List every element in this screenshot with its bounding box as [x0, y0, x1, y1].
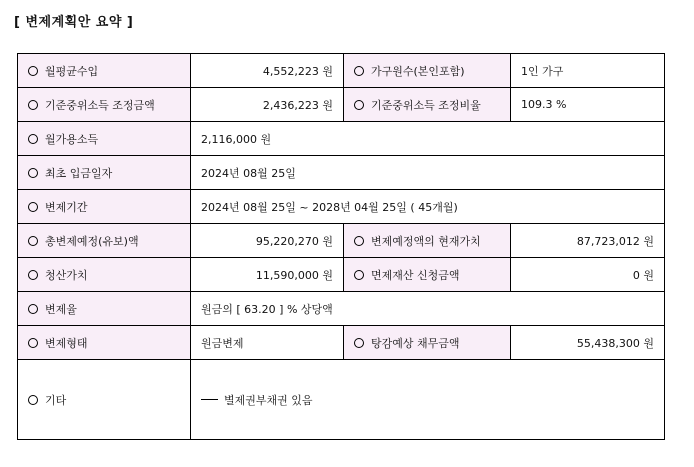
row-label: 청산가치 — [18, 258, 191, 292]
row-label: 기준중위소득 조정금액 — [18, 88, 191, 122]
row-value: 원금의 [ 63.20 ] % 상당액 — [191, 292, 665, 326]
circle-icon — [28, 100, 38, 110]
circle-icon — [28, 134, 38, 144]
row-label: 면제재산 신청금액 — [344, 258, 511, 292]
row-label: 변제예정액의 현재가치 — [344, 224, 511, 258]
row-label: 최초 입금일자 — [18, 156, 191, 190]
row-label: 변제기간 — [18, 190, 191, 224]
table-row — [18, 258, 665, 292]
circle-icon — [354, 236, 364, 246]
row-value: 11,590,000 원 — [191, 258, 344, 292]
row-value: 4,552,223 원 — [191, 54, 344, 88]
row-label: 총변제예정(유보)액 — [18, 224, 191, 258]
row-value: 87,723,012 원 — [511, 224, 665, 258]
table-row — [18, 88, 665, 122]
circle-icon — [28, 236, 38, 246]
row-label: 월가용소득 — [18, 122, 191, 156]
table-row — [18, 326, 665, 360]
circle-icon — [28, 202, 38, 212]
circle-icon — [28, 338, 38, 348]
table-row — [18, 360, 665, 440]
circle-icon — [28, 168, 38, 178]
circle-icon — [354, 338, 364, 348]
dash-icon — [201, 399, 218, 400]
circle-icon — [28, 66, 38, 76]
table-row — [18, 190, 665, 224]
table-row — [18, 292, 665, 326]
row-label: 기타 — [18, 360, 191, 440]
row-label: 탕감예상 채무금액 — [344, 326, 511, 360]
table-row — [18, 156, 665, 190]
table-row — [18, 54, 665, 88]
circle-icon — [354, 270, 364, 280]
row-label: 변제형태 — [18, 326, 191, 360]
row-value: 1인 가구 — [511, 54, 665, 88]
row-value: 2,116,000 원 — [191, 122, 665, 156]
circle-icon — [28, 270, 38, 280]
row-value: 0 원 — [511, 258, 665, 292]
row-value: 109.3 % — [511, 88, 665, 122]
row-value: 2,436,223 원 — [191, 88, 344, 122]
row-value: 2024년 08월 25일 — [191, 156, 665, 190]
row-label: 기준중위소득 조정비율 — [344, 88, 511, 122]
circle-icon — [354, 66, 364, 76]
row-value: 95,220,270 원 — [191, 224, 344, 258]
row-label: 가구원수(본인포함) — [344, 54, 511, 88]
section-title: [ 변제계획안 요약 ] — [14, 15, 134, 30]
circle-icon — [28, 304, 38, 314]
row-value: 원금변제 — [191, 326, 344, 360]
circle-icon — [28, 395, 38, 405]
row-label: 월평균수입 — [18, 54, 191, 88]
table-row — [18, 224, 665, 258]
table-row — [18, 122, 665, 156]
row-value: 55,438,300 원 — [511, 326, 665, 360]
row-value: 2024년 08월 25일 ~ 2028년 04월 25일 ( 45개월) — [191, 190, 665, 224]
row-label: 변제율 — [18, 292, 191, 326]
circle-icon — [354, 100, 364, 110]
row-value: 별제권부채권 있음 — [191, 360, 665, 440]
summary-table — [17, 53, 665, 440]
